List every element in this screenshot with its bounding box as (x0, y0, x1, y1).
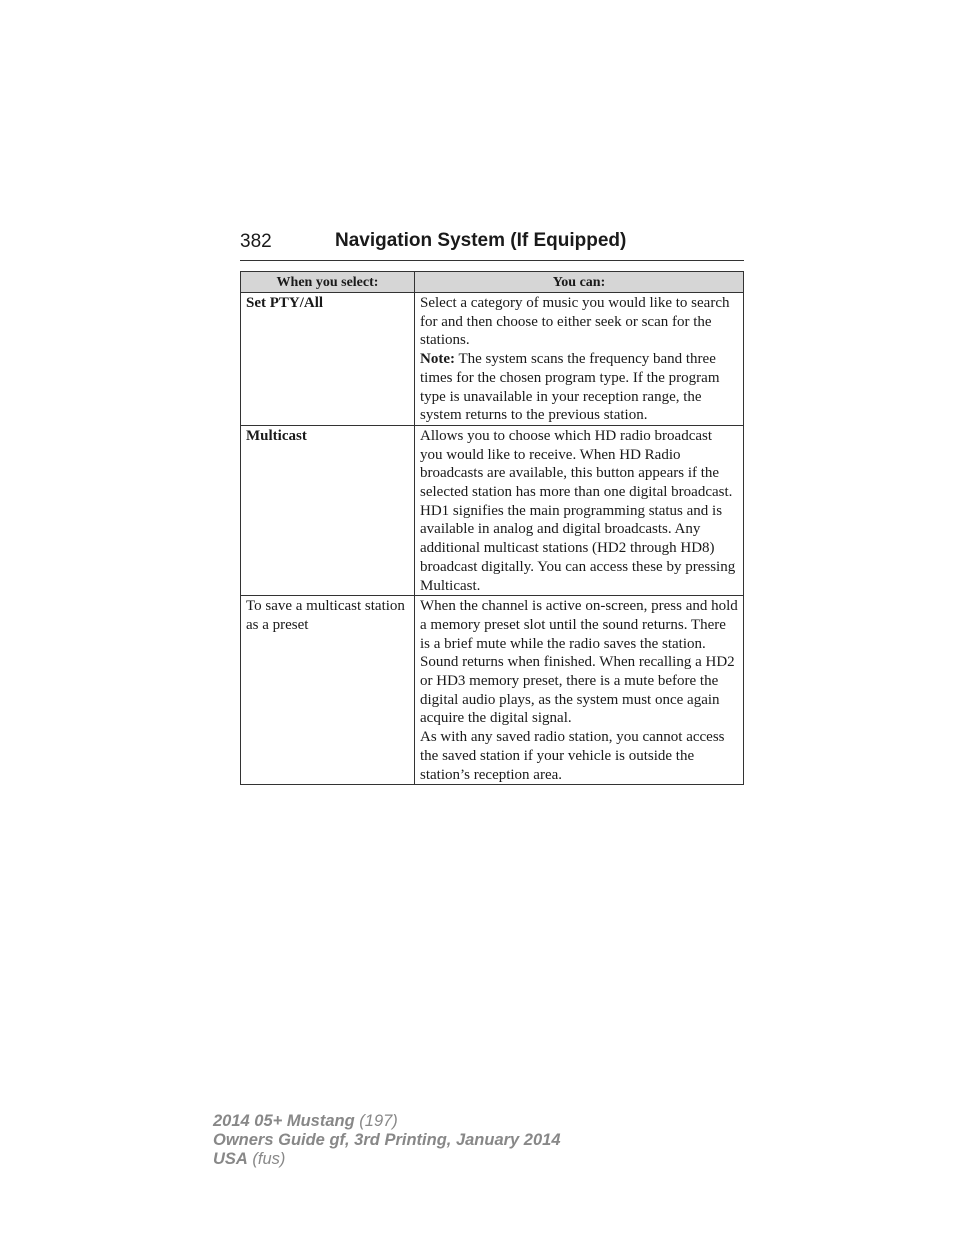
description-paragraph: Select a category of music you would like to search for and then choose to either seek or scan for the stations. (420, 295, 730, 349)
row-description-cell (415, 293, 744, 426)
row-select-cell: Multicast (241, 425, 415, 595)
footer-line-model (213, 1112, 561, 1131)
description-paragraph: When the channel is active on-screen, press and hold a memory preset slot until the sound returns. There is a brief mute while the radio saves the station. Sound returns when finished. When recalling a HD2 or HD3 memory preset, there is a mute before the digital audio plays, as the system must once again acquire the digital signal. (420, 598, 738, 727)
radio-functions-table (240, 271, 744, 785)
table-row (241, 596, 744, 785)
footer-line-market (213, 1150, 561, 1169)
footer-line-guide (213, 1131, 561, 1150)
table-row (241, 425, 744, 595)
table-header-row (241, 272, 744, 293)
footer-model-code: (197) (354, 1112, 398, 1130)
row-description-cell (415, 425, 744, 595)
footer-guide: Owners Guide gf, 3rd Printing, January 2014 (213, 1131, 561, 1149)
column-header-select: When you select: (241, 272, 415, 293)
footer-market-code: (fus) (247, 1150, 286, 1168)
row-description-cell (415, 596, 744, 785)
footer-market: USA (213, 1150, 248, 1168)
description-paragraph: As with any saved radio station, you cannot access the saved station if your vehicle is outside the station’s reception area. (420, 729, 725, 783)
footer-model: 2014 05+ Mustang (213, 1112, 355, 1130)
page-title: Navigation System (If Equipped) (335, 230, 627, 251)
page-header (240, 228, 744, 261)
row-select-cell: Set PTY/All (241, 293, 415, 426)
page-number: 382 (240, 231, 272, 252)
note-paragraph (420, 350, 738, 425)
column-header-can: You can: (415, 272, 744, 293)
table-row (241, 293, 744, 426)
description-paragraph: Allows you to choose which HD radio broadcast you would like to receive. When HD Radio broadcasts are available, this button appears if the selected station has more than one digital broadcast. HD1 signifies the main programming status and is available in analog and digital broadcasts. Any additional multicast stations (HD2 through HD8) broadcast digitally. You can access these by pressing Multicast. (420, 427, 736, 594)
note-text: The system scans the frequency band three times for the chosen program type. If the program type is unavailable in your reception range, the system returns to the previous station. (420, 351, 720, 424)
document-footer (213, 1112, 561, 1169)
row-select-cell: To save a multicast station as a preset (241, 596, 415, 785)
note-label: Note: (420, 351, 455, 368)
